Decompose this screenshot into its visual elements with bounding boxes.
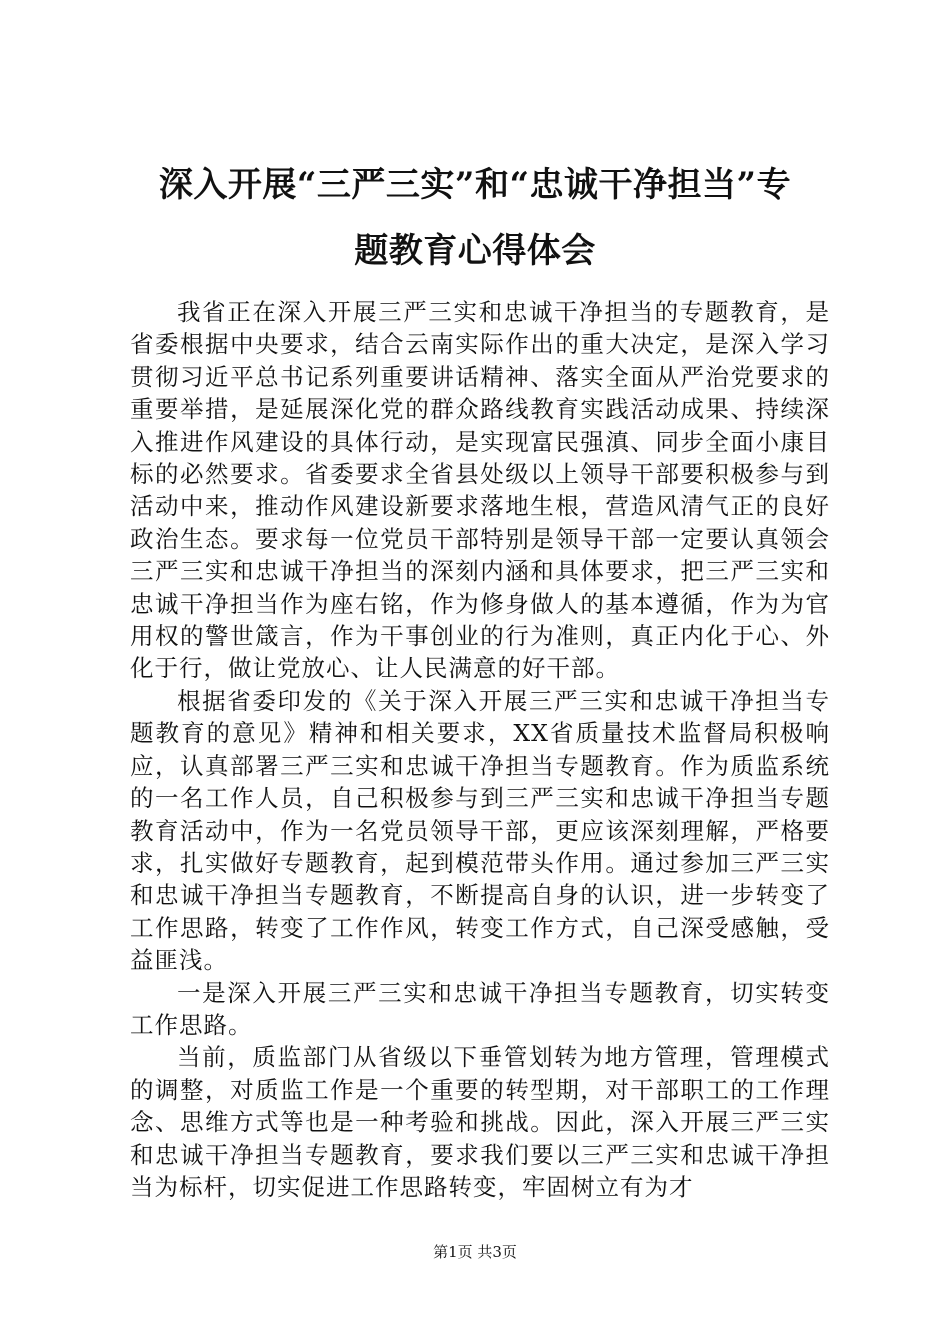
paragraph: 一是深入开展三严三实和忠诚干净担当专题教育，切实转变工作思路。 bbox=[130, 978, 830, 1039]
paragraph: 根据省委印发的《关于深入开展三严三实和忠诚干净担当专题教育的意见》精神和相关要求，XX省质量技术监督局积极响应，认真部署三严三实和忠诚干净担当专题教育。作为质监系统的一名工作人员，自己积极参与到三严三实和忠诚干净担当专题教育活动中，作为一名党员领导干部，更应该深刻理解，严格要求，扎实做好专题教育，起到模范带头作用。通过参加三严三实和忠诚干净担当专题教育，不断提高自身的认识，进一步转变了工作思路，转变了工作作风，转变工作方式，自己深受感触，受益匪浅。 bbox=[130, 686, 830, 975]
document-title bbox=[100, 152, 850, 284]
title-line-1: 深入开展“三严三实”和“忠诚干净担当”专 bbox=[158, 165, 792, 205]
page-number: 第1页 共3页 bbox=[433, 1243, 517, 1261]
page-footer bbox=[0, 1242, 950, 1262]
paragraph: 当前，质监部门从省级以下垂管划转为地方管理，管理模式的调整，对质监工作是一个重要的转型期，对干部职工的工作理念、思维方式等也是一种考验和挑战。因此，深入开展三严三实和忠诚干净担当专题教育，要求我们要以三严三实和忠诚干净担当为标杆，切实促进工作思路转变，牢固树立有为才 bbox=[130, 1043, 830, 1201]
title-line-2: 题教育心得体会 bbox=[354, 231, 596, 271]
paragraph: 我省正在深入开展三严三实和忠诚干净担当的专题教育，是省委根据中央要求，结合云南实际作出的重大决定，是深入学习贯彻习近平总书记系列重要讲话精神、落实全面从严治党要求的重要举措，是延展深化党的群众路线教育实践活动成果、持续深入推进作风建设的具体行动，是实现富民强滇、同步全面小康目标的必然要求。省委要求全省县处级以上领导干部要积极参与到活动中来，推动作风建设新要求落地生根，营造风清气正的良好政治生态。要求每一位党员干部特别是领导干部一定要认真领会三严三实和忠诚干净担当的深刻内涵和具体要求，把三严三实和忠诚干净担当作为座右铭，作为修身做人的基本遵循，作为为官用权的警世箴言，作为干事创业的行为准则，真正内化于心、外化于行，做让党放心、让人民满意的好干部。 bbox=[130, 298, 830, 683]
document-body bbox=[130, 296, 830, 1203]
